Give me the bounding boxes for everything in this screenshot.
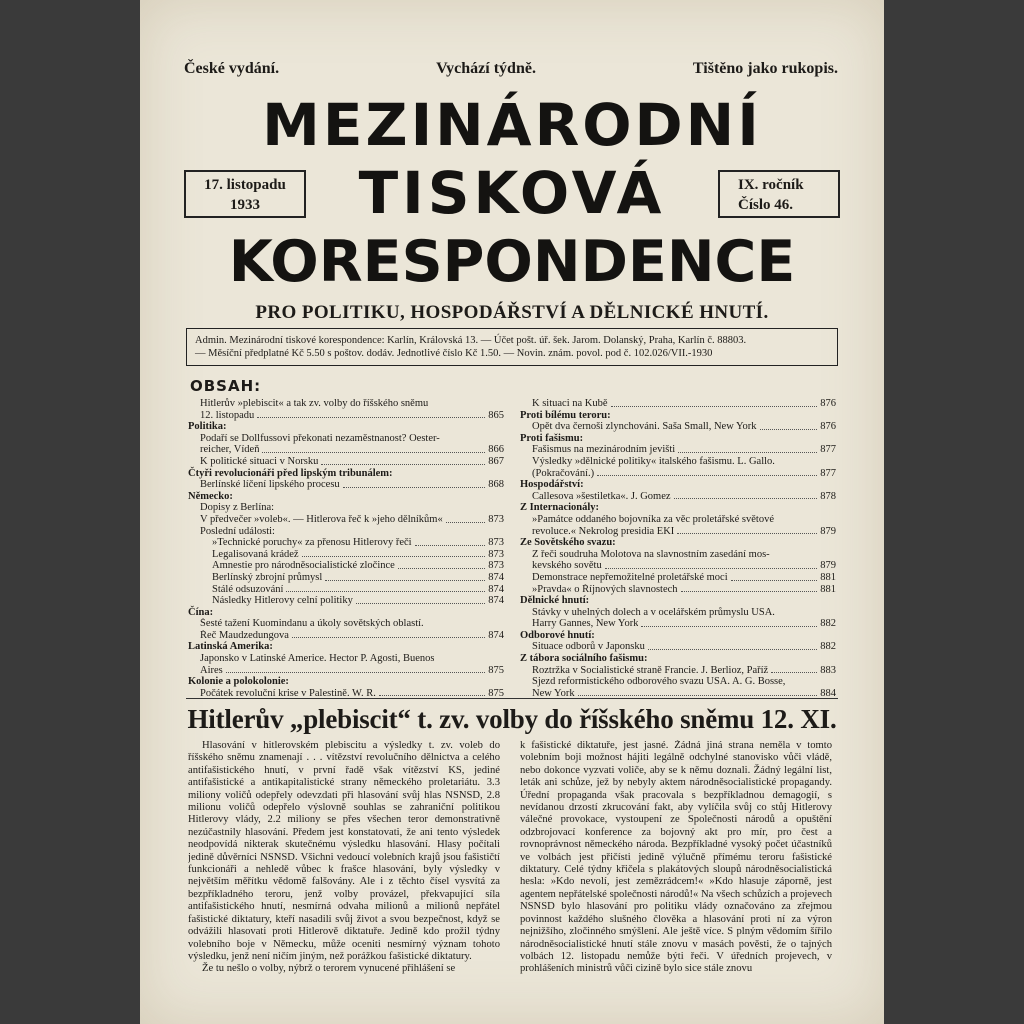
- toc-leader-dots: [398, 568, 485, 569]
- toc-entry: [520, 526, 836, 538]
- toc-leader-dots: [343, 487, 486, 488]
- toc-page-number: 884: [820, 687, 836, 699]
- edition-label: České vydání.: [184, 60, 280, 77]
- toc-entry-title: Výsledky »dělnické politiky« italského fašismu. L. Gallo.: [532, 455, 775, 467]
- toc-entry-title: Řeč Maudzedungova: [200, 629, 289, 641]
- toc-page-number: 874: [488, 595, 504, 607]
- toc-entry-title: Hitlerův »plebiscit« a tak zv. volby do říšského sněmu: [200, 398, 429, 409]
- article-column-1: [188, 740, 500, 1024]
- toc-entry-title: V předvečer »voleb«. — Hitlerova řeč k »jeho dělníkům«: [200, 513, 443, 525]
- toc-entry-title: Harry Gannes, New York: [532, 618, 639, 630]
- title-line-2: TISKOVÁ: [358, 159, 666, 227]
- toc-entry-title: Sjezd reformistického odborového svazu USA. A. G. Bosse,: [532, 676, 786, 688]
- volume-line-2: Číslo 46.: [738, 197, 794, 213]
- toc-section-heading: Latinská Amerika:: [188, 641, 273, 653]
- toc-leader-dots: [292, 637, 485, 638]
- toc-entry: [188, 665, 504, 677]
- toc-leader-dots: [415, 545, 486, 546]
- toc-entry: [188, 410, 504, 422]
- print-note-label: Tištěno jako rukopis.: [692, 60, 838, 77]
- toc-entry-title: kevského sovětu: [532, 560, 602, 572]
- toc-page-number: 876: [820, 421, 836, 433]
- toc-entry-title: Fašismus na mezinárodním jevišti: [532, 444, 676, 456]
- toc-entry: [188, 456, 504, 468]
- volume-box: [718, 170, 840, 218]
- toc-section-heading: Dělnické hnutí:: [520, 595, 590, 607]
- toc-section-heading: Čína:: [188, 606, 214, 618]
- toc-leader-dots: [677, 533, 817, 534]
- toc-heading: OBSAH:: [190, 377, 262, 395]
- toc-entry: [520, 514, 836, 526]
- toc-entry-title: Demonstrace nepřemožitelné proletářské moci: [532, 571, 728, 583]
- toc-leader-dots: [379, 695, 485, 696]
- toc-entry: [188, 584, 504, 596]
- toc-entry: [188, 618, 504, 630]
- toc-entry: [520, 641, 836, 653]
- toc-entry: [188, 444, 504, 456]
- toc-entry-title: K politické situaci v Norsku: [200, 455, 319, 467]
- toc-entry-title: Dopisy z Berlína:: [200, 502, 275, 514]
- toc-leader-dots: [226, 672, 486, 673]
- admin-line-1: Admin. Mezinárodní tiskové korespondence: Karlín, Královská 13. — Účet pošt. úř. šek. Jarom. Dolanský, Praha, Karlín č. 88803.: [195, 335, 747, 346]
- toc-section-heading: Z Internacionály:: [520, 502, 600, 514]
- toc-entry-title: Japonsko v Latinské Americe. Hector P. Agosti, Buenos: [200, 653, 435, 665]
- toc-page-number: 876: [820, 398, 836, 409]
- masthead-topline: [184, 60, 838, 78]
- toc-page-number: 881: [820, 571, 836, 583]
- toc-entry: [520, 572, 836, 584]
- toc-page-number: 877: [820, 444, 836, 456]
- toc-leader-dots: [674, 498, 818, 499]
- toc-entry-title: revoluce.« Nekrolog presidia EKI: [532, 525, 675, 537]
- toc-section-heading: Odborové hnutí:: [520, 629, 595, 641]
- administration-box: [186, 328, 838, 366]
- toc-section-heading: Politika:: [188, 421, 227, 433]
- admin-line-2: — Měsíční předplatné Kč 5.50 s poštov. dodáv. Jednotlivé číslo Kč 1.50. — Novin. znám. povol. pod č. 102.026/VII.-1930: [195, 348, 713, 359]
- toc-entry-title: New York: [532, 687, 575, 699]
- toc-entry-title: 12. listopadu: [200, 409, 255, 421]
- date-box: [184, 170, 306, 218]
- toc-section-heading: Čtyři revolucionáři před lipským tribunálem:: [188, 467, 393, 479]
- toc-entry-title: Opět dva černoši zlynchováni. Saša Small, New York: [532, 421, 757, 433]
- toc-page-number: 881: [820, 583, 836, 595]
- toc-leader-dots: [286, 591, 485, 592]
- toc-entry: [520, 444, 836, 456]
- toc-section-heading: Ze Sovětského svazu:: [520, 537, 616, 549]
- toc-page-number: 873: [488, 560, 504, 572]
- toc-leader-dots: [731, 580, 818, 581]
- toc-entry: [520, 491, 836, 503]
- toc-entry: [520, 456, 836, 468]
- toc-page-number: 874: [488, 571, 504, 583]
- toc-leader-dots: [641, 626, 817, 627]
- toc-page-number: 875: [488, 664, 504, 676]
- toc-page-number: 874: [488, 583, 504, 595]
- toc-entry: [188, 479, 504, 491]
- toc-page-number: 865: [488, 409, 504, 421]
- toc-page-number: 873: [488, 537, 504, 549]
- toc-page-number: 868: [488, 479, 504, 491]
- toc-entry-title: Stávky v uhelných dolech a v ocelářském průmyslu USA.: [532, 606, 775, 618]
- toc-page-number: 877: [820, 467, 836, 479]
- toc-entry-title: Aires: [200, 664, 223, 676]
- toc-leader-dots: [681, 591, 818, 592]
- toc-entry: [520, 584, 836, 596]
- toc-leader-dots: [771, 672, 817, 673]
- toc-entry: [520, 549, 836, 561]
- toc-section-heading: Německo:: [188, 490, 233, 502]
- toc-entry: [188, 514, 504, 526]
- toc-page-number: 867: [488, 455, 504, 467]
- toc-entry: [520, 421, 836, 433]
- toc-leader-dots: [578, 695, 818, 696]
- toc-entry-title: »Technické poruchy« za přenosu Hitlerovy řeči: [212, 537, 412, 549]
- title-line-3: KORESPONDENCE: [228, 229, 796, 295]
- toc-entry-title: Amnestie pro národněsocialistické zločince: [212, 560, 395, 572]
- section-divider: [186, 698, 838, 699]
- toc-entry-title: Berlínské líčení lipského procesu: [200, 479, 340, 491]
- toc-leader-dots: [325, 580, 485, 581]
- toc-entry-title: Stálé odsuzování: [212, 583, 284, 595]
- toc-entry-title: Berlínský zbrojní průmysl: [212, 571, 323, 583]
- article-headline: Hitlerův „plebiscit“ t. zv. volby do říšského sněmu 12. XI.: [187, 704, 837, 734]
- toc-leader-dots: [321, 464, 485, 465]
- toc-entry: [520, 676, 836, 688]
- toc-page-number: 882: [820, 618, 836, 630]
- toc-page-number: 866: [488, 444, 504, 456]
- toc-section-heading: Z tábora sociálního fašismu:: [520, 653, 648, 665]
- article-paragraph: Hlasování v hitlerovském plebiscitu a výsledky t. zv. voleb do říšského sněmu znamenají . . . vítězství revolučního dělnictva a celého antifašistického hnutí, v první řadě však vítězství KS, jediné antifašistické a antikapitalistické strany německého proletariátu. 3.3 miliony voličů odepřely odevzdati při hlasování svůj hlas NSNSD, 2.8 milionu voličů odepřelo výslovně souhlas se zahraniční politikou Hitlerovy vlády, 2.2 miliony se přes všechen teror demonstrativně nezúčastnily hlasování. Předem jest konstatovati, že ani tento výsledek neodpovídá nikterak skutečnému výsledku hlasování. Hlasy počítali jedině důvěrníci NSNSD. Všichni vedoucí volebních krajů jsou fašističtí funkcionáři a nehledě vůbec k frašce hlasování, byly výsledky v největším měřítku vědomě falšovány. Ale i z těchto čísel vysvítá za bezpříkladného teroru, jenž volby provázel, překvapující síla antifašistického hnutí, nesmírná odvaha milionů a milionů nepřátel fašistické diktatury, kteří nasadili svůj život a svou bezpečnost, když se odvážili hlasovati proti Hitlerově diktatuře. Jedině kdo prožil týdny volebního boje v Německu, může oceniti nesmírný význam tohoto výsledku, jenž není ničím jiným, než porážkou fašistické diktatury.: [188, 740, 500, 962]
- toc-leader-dots: [678, 452, 817, 453]
- toc-entry-title: (Pokračování.): [532, 467, 595, 479]
- toc-entry-title: Následky Hitlerovy celní politiky: [212, 595, 353, 607]
- date-line-1: 17. listopadu: [204, 177, 286, 193]
- toc-leader-dots: [302, 556, 486, 557]
- toc-leader-dots: [262, 452, 485, 453]
- toc-leader-dots: [356, 603, 485, 604]
- article-column-2: [520, 740, 832, 1024]
- toc-entry-title: Podaří se Dollfussovi překonati nezaměstnanost? Oester-: [200, 432, 440, 444]
- toc-entry-title: »Pravda« o Říjnových slavnostech: [532, 583, 678, 595]
- toc-entry-title: K situaci na Kubě: [532, 398, 608, 409]
- toc-entry-title: Situace odborů v Japonsku: [532, 641, 645, 653]
- toc-page-number: 879: [820, 525, 836, 537]
- toc-entry: [520, 665, 836, 677]
- toc-entry-title: Legalisovaná krádež: [212, 548, 299, 560]
- frequency-label: Vychází týdně.: [436, 60, 536, 77]
- toc-entry-title: reicher, Vídeň: [200, 444, 260, 456]
- toc-entry: [520, 398, 836, 410]
- toc-section-heading: Proti bílému teroru:: [520, 409, 611, 421]
- toc-leader-dots: [648, 649, 817, 650]
- toc-section-heading: Hospodářství:: [520, 479, 584, 491]
- toc-entry-title: Šesté tažení Kuomindanu a úkoly sovětských oblastí.: [200, 618, 424, 630]
- toc-entry: [188, 549, 504, 561]
- toc-leader-dots: [611, 406, 818, 407]
- toc-entry-title: Roztržka v Socialistické straně Francie. J. Berlioz, Paříž: [532, 664, 769, 676]
- date-line-2: 1933: [230, 197, 260, 213]
- toc-section-heading: Proti fašismu:: [520, 432, 584, 444]
- toc-leader-dots: [446, 522, 486, 523]
- toc-entry-title: Z řeči soudruha Molotova na slavnostním zasedání mos-: [532, 548, 770, 560]
- toc-entry: [188, 595, 504, 607]
- toc-page-number: 874: [488, 629, 504, 641]
- toc-entry: [520, 560, 836, 572]
- toc-entry-title: Callesova »šestiletka«. J. Gomez: [532, 490, 671, 502]
- toc-page-number: 875: [488, 687, 504, 699]
- toc-page-number: 883: [820, 664, 836, 676]
- toc-page-number: 873: [488, 548, 504, 560]
- toc-page-number: 879: [820, 560, 836, 572]
- toc-entry-title: »Památce oddaného bojovníka za věc proletářské světové: [532, 513, 774, 525]
- toc-right-column: [520, 398, 836, 699]
- toc-leader-dots: [605, 568, 818, 569]
- newspaper-page: [140, 0, 884, 1024]
- toc-entry: [188, 560, 504, 572]
- toc-page-number: 878: [820, 490, 836, 502]
- toc-entry: [188, 526, 504, 538]
- subtitle: PRO POLITIKU, HOSPODÁŘSTVÍ A DĚLNICKÉ HNUTÍ.: [255, 302, 769, 323]
- toc-entry: [188, 572, 504, 584]
- toc-entry: [188, 537, 504, 549]
- toc-entry: [188, 630, 504, 642]
- volume-line-1: IX. ročník: [738, 177, 804, 193]
- toc-entry: [188, 398, 504, 410]
- toc-entry: [520, 607, 836, 619]
- toc-leader-dots: [597, 475, 817, 476]
- title-line-1: MEZINÁRODNÍ: [262, 91, 762, 159]
- toc-section-heading: Kolonie a polokolonie:: [188, 676, 289, 688]
- toc-entry-title: Počátek revoluční krise v Palestině. W. R.: [200, 687, 376, 699]
- toc-entry: [188, 653, 504, 665]
- toc-leader-dots: [760, 429, 818, 430]
- toc-page-number: 882: [820, 641, 836, 653]
- toc-page-number: 873: [488, 513, 504, 525]
- toc-left-column: [188, 398, 504, 699]
- toc-entry: [188, 433, 504, 445]
- toc-leader-dots: [257, 417, 485, 418]
- toc-entry: [520, 468, 836, 480]
- toc-entry-title: Poslední události:: [200, 525, 275, 537]
- toc-entry: [188, 502, 504, 514]
- article-paragraph: k fašistické diktatuře, jest jasné. Žádná jiná strana neměla v tomto volebním boji možnost hájiti legálně odchylné stanovisko vůči vládě, nebo dokonce vyzvati voliče, aby se k němu doznali. Žádný legální list, leták ani schůze, jež by nebyly aktem národněsocialistické propagandy. Úřední propaganda však pracovala s bezpříkladnou demagogií, s nevídanou drzostí zkrucování fakt, aby vylíčila svůj co stůj Hitlerovy válečné provokace, vystoupení ze Společnosti národů a opuštění odzbrojovací konference za bojovný akt pro mír, pro čest a rovnoprávnost německého národa. Bezpříkladné vysoký počet účastníků ve volbách jest přičísti jedině výlučně přímému teroru fašistické diktatury. Celé týdny křičela s plakátových sloupů národněsocialistická hesla: »Kdo nevolí, jest zemězrádcem!« »Kdo hlasuje záporně, jest agentem nepřátelské společnosti národů!« Na všech schůzích a projevech NSNSD bylo hlasování pro politiku vlády označováno za zřejmou povinnost každého slušného člověka a hlasování proti ní za výron nejnižšího, zločinného smýšlení. Ale ještě více. S plným vědomím šířilo národněsocialistické hnutí stále znovu v masách pověsti, že o tajných volbách 12. listopadu nemůže býti řeči. V úředních projevech, v prohlášeních ministrů vůči cizině bylo sice stále znovu: [520, 740, 832, 975]
- toc-entry: [520, 618, 836, 630]
- article-paragraph: Že tu nešlo o volby, nýbrž o terorem vynucené přihlášení se: [202, 963, 456, 975]
